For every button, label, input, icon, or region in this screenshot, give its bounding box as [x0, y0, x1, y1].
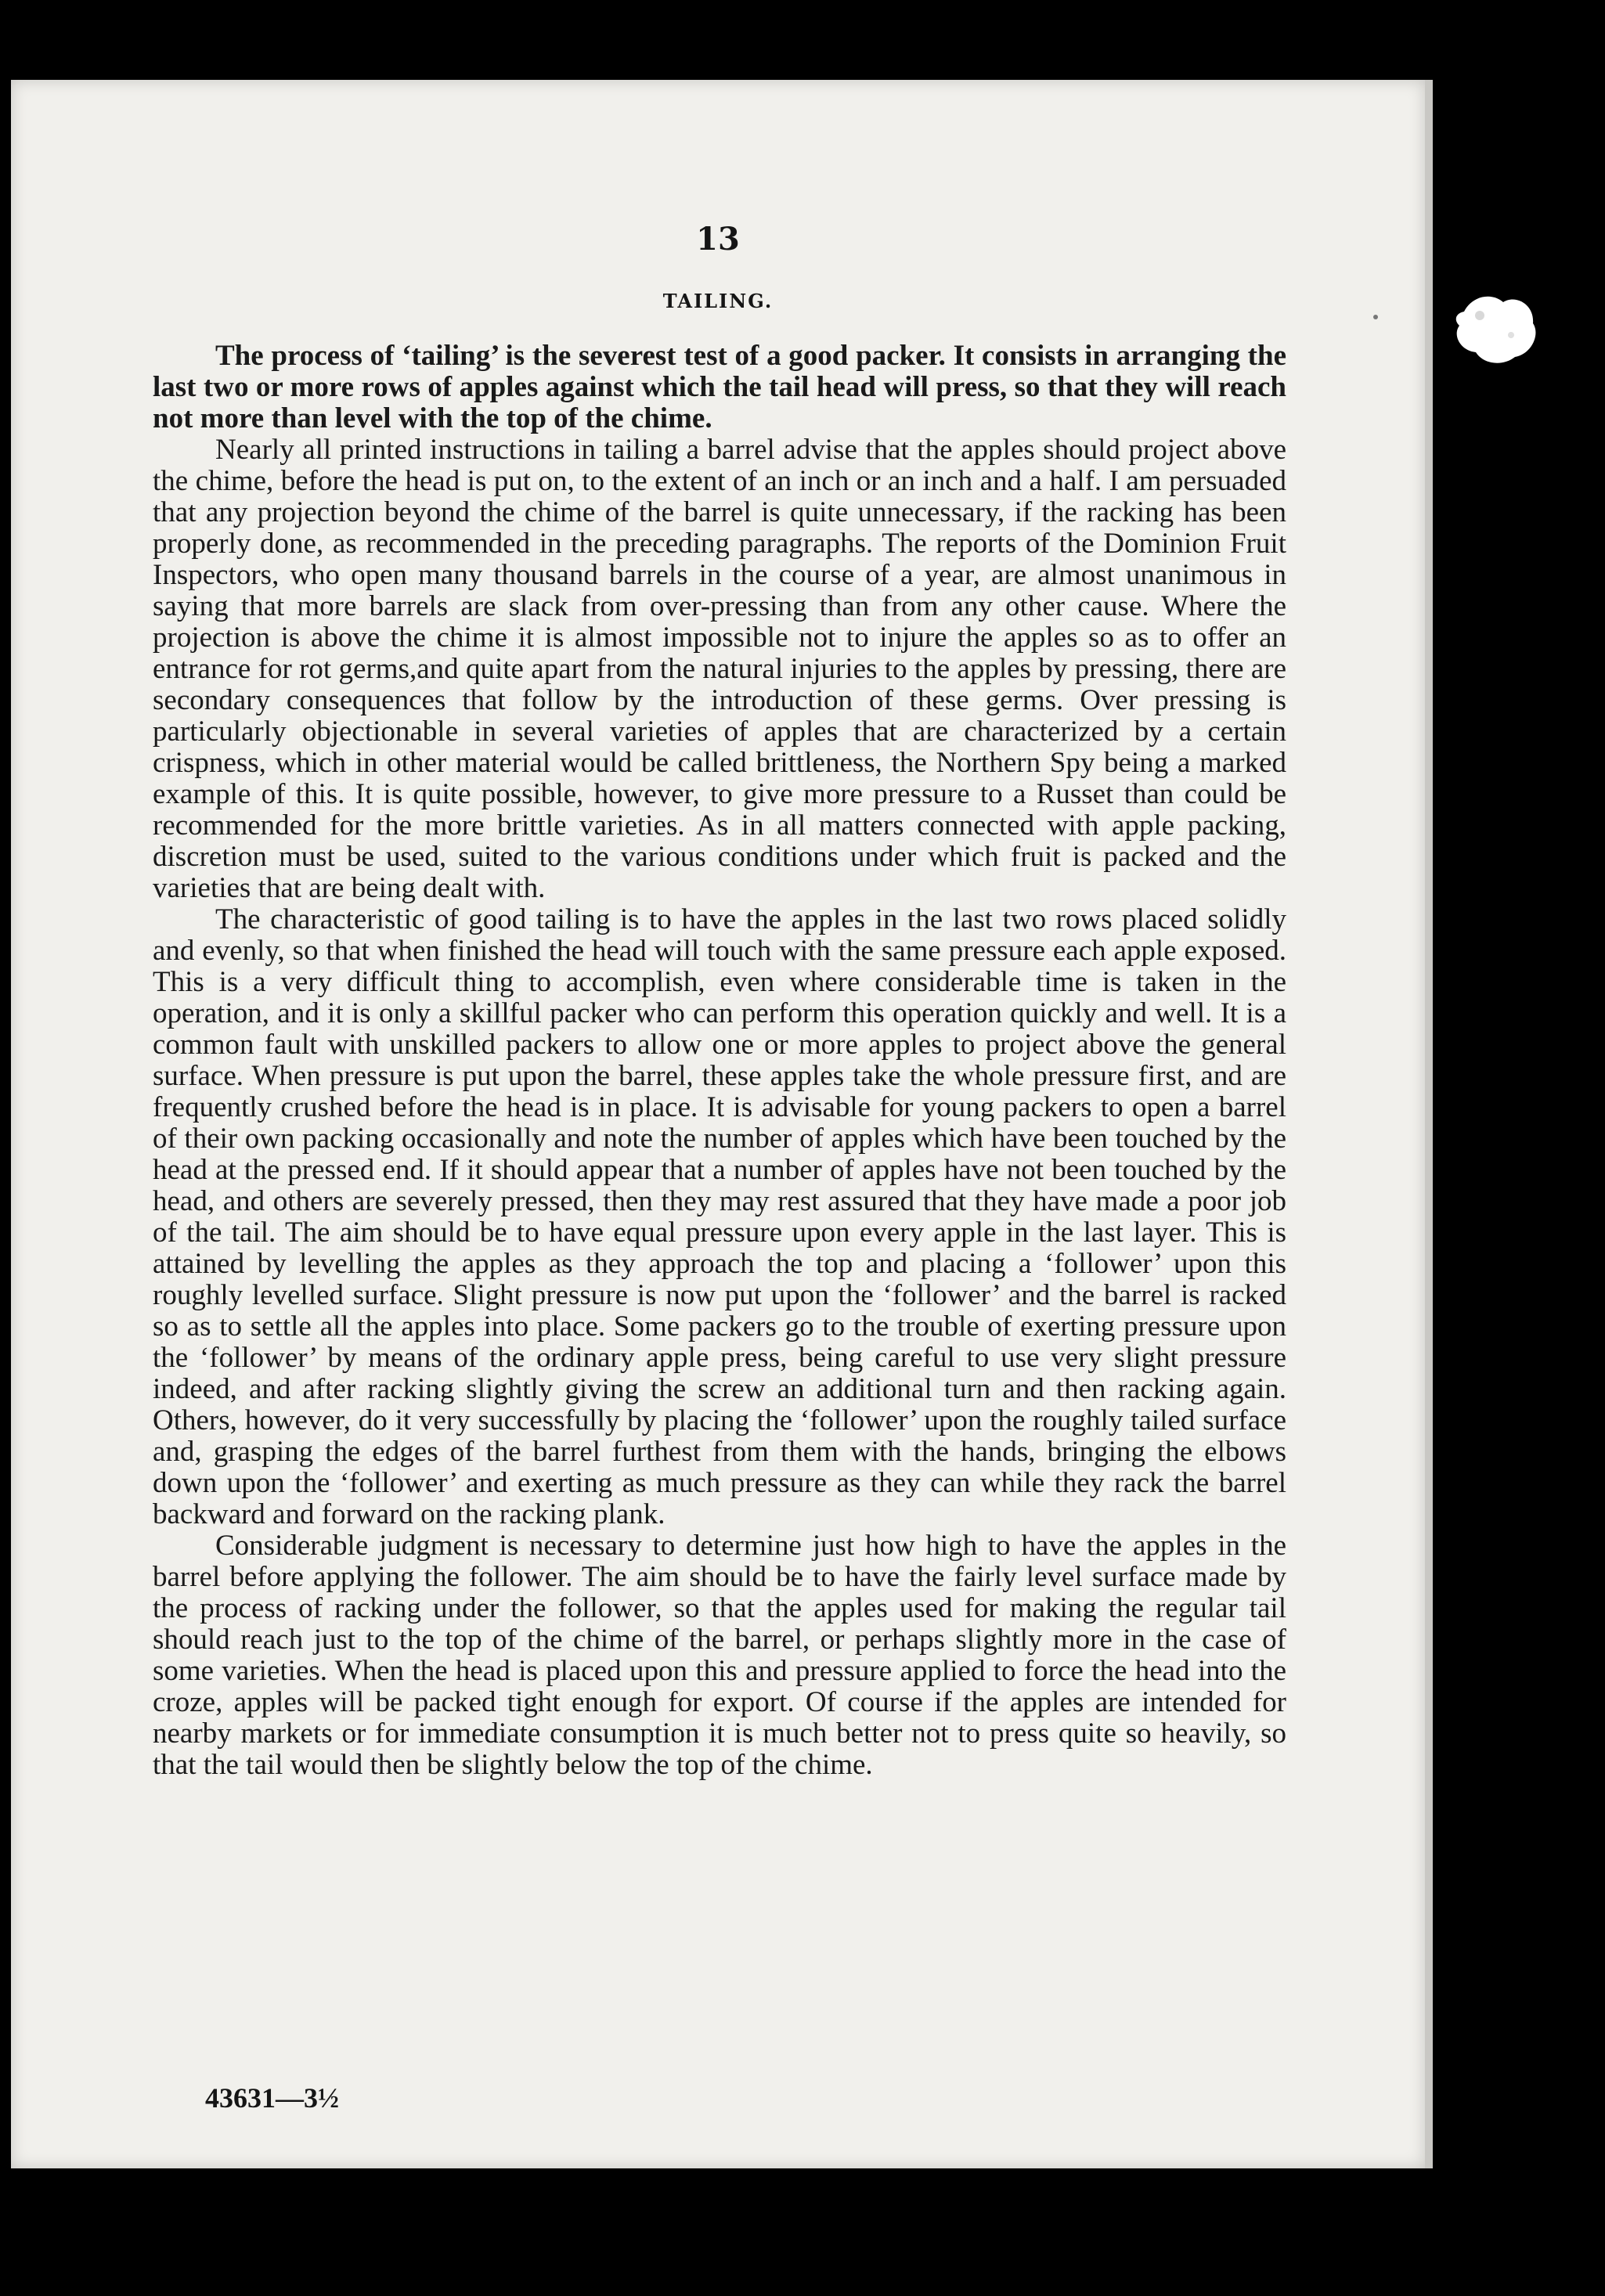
page-edge	[1425, 80, 1433, 2168]
paragraph-4: Considerable judgment is necessary to determine just how high to have the apples in the barrel before applying the follower. The aim should be to have the fairly level surface made by the process of racking under the follower, so that the apples used for making the regular tail should reach just to the top of the chime of the barrel, or perhaps slightly more in the case of some varieties. When the head is placed upon this and pressure applied to force the head into the croze, apples will be packed tight enough for export. Of course if the apples are intended for nearby markets or for immediate consumption it is much better not to press quite so heavily, so that the tail would then be slightly below the top of the chime.	[153, 1530, 1286, 1781]
page-number: 13	[696, 221, 740, 258]
ink-speck	[1373, 315, 1378, 319]
scanned-page	[11, 80, 1425, 2168]
paragraph-2: Nearly all printed instructions in tailing a barrel advise that the apples should project above the chime, before the head is put on, to the extent of an inch or an inch and a half. I am persuaded that any projection beyond the chime of the barrel is quite unnecessary, if the racking has been properly done, as recommended in the preceding paragraphs. The reports of the Dominion Fruit Inspectors, who open many thousand barrels in the course of a year, are almost unanimous in saying that more barrels are slack from over-pressing than from any other cause. Where the projection is above the chime it is almost impossible not to injure the apples so as to offer an entrance for rot germs,and quite apart from the natural injuries to the apples by pressing, there are secondary consequences that follow by the introduction of these germs. Over pressing is particularly objectionable in several varieties of apples that are characterized by a certain crispness, which in other material would be called brittleness, the Northern Spy being a marked example of this. It is quite possible, however, to give more pressure to a Russet than could be recommended for the more brittle varieties. As in all matters connected with apple packing, discretion must be used, suited to the various conditions under which fruit is packed and the varieties that are being dealt with.	[153, 434, 1286, 904]
paragraph-3: The characteristic of good tailing is to have the apples in the last two rows placed solidly and evenly, so that when finished the head will touch with the same pressure each apple exposed. This is a very difficult thing to accomplish, even where considerable time is taken in the operation, and it is only a skillful packer who can perform this operation quickly and well. It is a common fault with unskilled packers to allow one or more apples to project above the general surface. When pressure is put upon the barrel, these apples take the whole pressure first, and are frequently crushed before the head is in place. It is advisable for young packers to open a barrel of their own packing occasionally and note the number of apples which have been touched by the head at the pressed end. If it should appear that a number of apples have not been touched by the head, and others are severely pressed, then they may rest assured that they have made a poor job of the tail. The aim should be to have equal pressure upon every apple in the last layer. This is attained by levelling the apples as they approach the top and placing a ‘follower’ upon this roughly levelled surface. Slight pressure is now put upon the ‘follower’ and the barrel is racked so as to settle all the apples into place. Some packers go to the trouble of exerting pressure upon the ‘follower’ by means of the ordinary apple press, being careful to use very slight pressure indeed, and after racking slightly giving the screw an additional turn and then racking again. Others, however, do it very successfully by placing the ‘follower’ upon the roughly tailed surface and, grasping the edges of the barrel furthest from them with the hands, bringing the elbows down upon the ‘follower’ and exerting as much pressure as they can while they rack the barrel backward and forward on the racking plank.	[153, 903, 1286, 1530]
paragraph-1: The process of ‘tailing’ is the severest test of a good packer. It consists in arranging the last two or more rows of apples against which the tail head will press, so that they will reach not more than level with the top of the chime.	[153, 340, 1286, 434]
signature-code: 43631—3½	[205, 2082, 339, 2114]
body-text	[153, 341, 1286, 1781]
paper-stain	[1448, 288, 1542, 374]
section-heading: TAILING.	[662, 290, 774, 312]
